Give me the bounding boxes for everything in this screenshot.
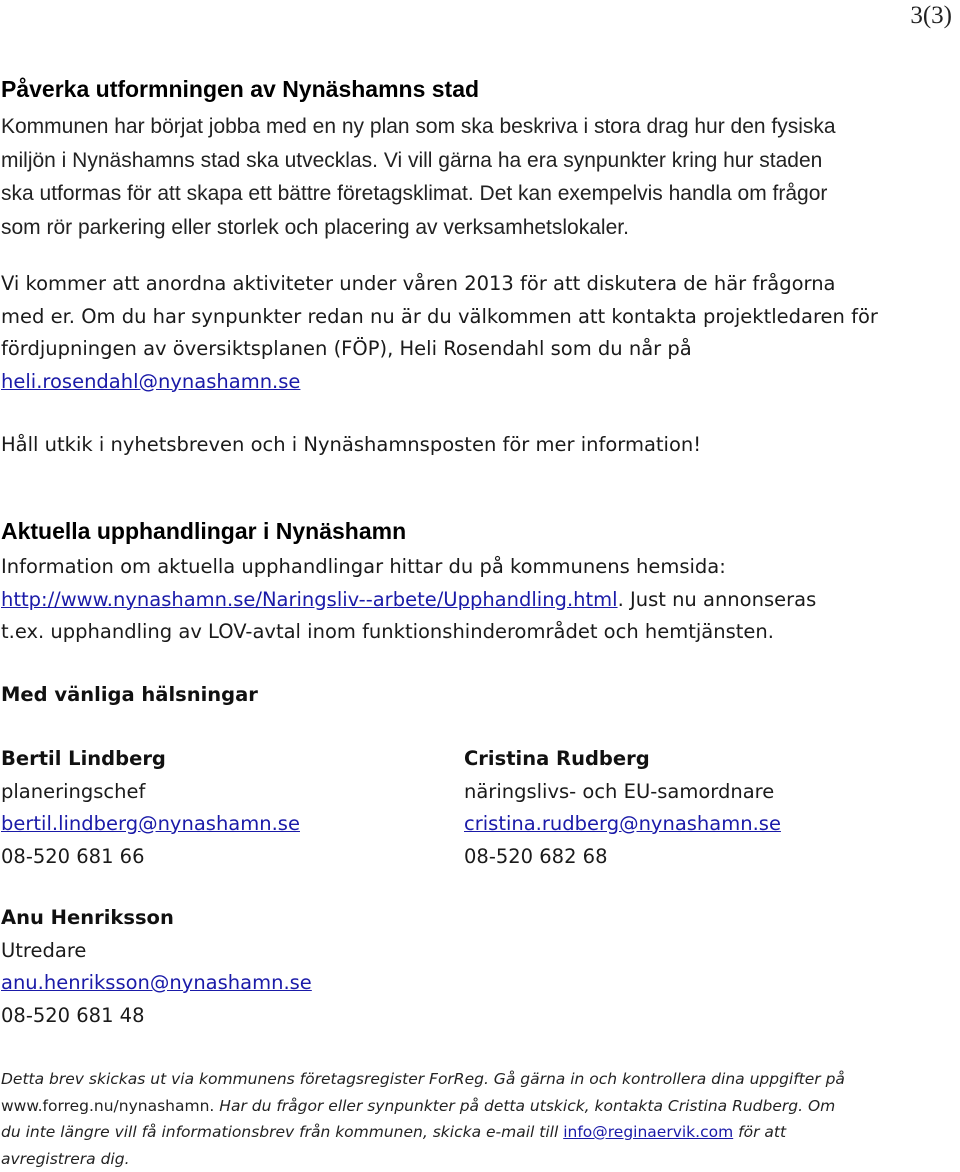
greeting: Med vänliga hälsningar xyxy=(1,683,258,706)
contact-phone: 08-520 682 68 xyxy=(464,841,781,874)
email-link-heli[interactable]: heli.rosendahl@nynashamn.se xyxy=(1,370,300,393)
text-line: Information om aktuella upphandlingar hittar du på kommunens hemsida: xyxy=(1,551,816,584)
footer-line: Detta brev skickas ut via kommunens företagsregister ForReg. Gå gärna in och kontrollera dina uppgifter på xyxy=(1,1066,845,1093)
section-heading-upphandlingar: Aktuella upphandlingar i Nynäshamn xyxy=(1,518,406,545)
contact-card xyxy=(464,743,781,873)
info-email-link[interactable]: info@reginaervik.com xyxy=(563,1123,733,1141)
contact-phone: 08-520 681 66 xyxy=(1,841,300,874)
footer-note xyxy=(1,1066,845,1172)
section-heading-paverka: Påverka utformningen av Nynäshamns stad xyxy=(1,76,479,103)
text-line: ska utformas för att skapa ett bättre företagsklimat. Det kan exempelvis handla om frågor xyxy=(1,177,956,211)
text-line: Vi kommer att anordna aktiviteter under våren 2013 för att diskutera de här frågorna xyxy=(1,268,878,301)
text-fragment: för att xyxy=(733,1123,786,1141)
contact-title: planeringschef xyxy=(1,776,300,809)
contact-name: Anu Henriksson xyxy=(1,902,312,935)
contact-email-link[interactable]: cristina.rudberg@nynashamn.se xyxy=(464,812,781,835)
contact-title: Utredare xyxy=(1,935,312,968)
text-line: som rör parkering eller storlek och placering av verksamhetslokaler. xyxy=(1,211,956,245)
text-fragment: . Just nu annonseras xyxy=(618,588,817,611)
footer-line xyxy=(1,1119,845,1146)
text-line: med er. Om du har synpunkter redan nu är du välkommen att kontakta projektledaren för xyxy=(1,301,878,334)
text-fragment: Har du frågor eller synpunkter på detta utskick, kontakta Cristina Rudberg. Om xyxy=(214,1097,835,1115)
section-paverka-body xyxy=(1,110,956,244)
contact-email-link[interactable]: anu.henriksson@nynashamn.se xyxy=(1,971,312,994)
contact-email-link[interactable]: bertil.lindberg@nynashamn.se xyxy=(1,812,300,835)
closing-line: Håll utkik i nyhetsbreven och i Nynäshamnsposten för mer information! xyxy=(1,429,701,462)
upphandling-link[interactable]: http://www.nynashamn.se/Naringsliv--arbete/Upphandling.html xyxy=(1,588,618,611)
footer-line xyxy=(1,1093,845,1120)
contact-title: näringslivs- och EU-samordnare xyxy=(464,776,781,809)
forreg-url[interactable]: www.forreg.nu/nynashamn. xyxy=(1,1097,214,1115)
contact-card xyxy=(1,902,312,1032)
contact-name: Cristina Rudberg xyxy=(464,743,781,776)
section-upphandlingar-body xyxy=(1,551,816,649)
text-line xyxy=(1,584,816,617)
text-line: miljön i Nynäshamns stad ska utvecklas. Vi vill gärna ha era synpunkter kring hur staden xyxy=(1,144,956,178)
footer-line: avregistrera dig. xyxy=(1,1146,845,1172)
contact-card xyxy=(1,743,300,873)
text-fragment: du inte längre vill få informationsbrev från kommunen, skicka e-mail till xyxy=(1,1123,563,1141)
section-aktiviteter-body xyxy=(1,268,878,398)
contact-name: Bertil Lindberg xyxy=(1,743,300,776)
text-line: fördjupningen av översiktsplanen (FÖP), Heli Rosendahl som du når på xyxy=(1,333,878,366)
text-line: t.ex. upphandling av LOV-avtal inom funktionshinderområdet och hemtjänsten. xyxy=(1,616,816,649)
contact-phone: 08-520 681 48 xyxy=(1,1000,312,1033)
text-line: Kommunen har börjat jobba med en ny plan som ska beskriva i stora drag hur den fysiska xyxy=(1,110,956,144)
page-number: 3(3) xyxy=(910,2,952,30)
